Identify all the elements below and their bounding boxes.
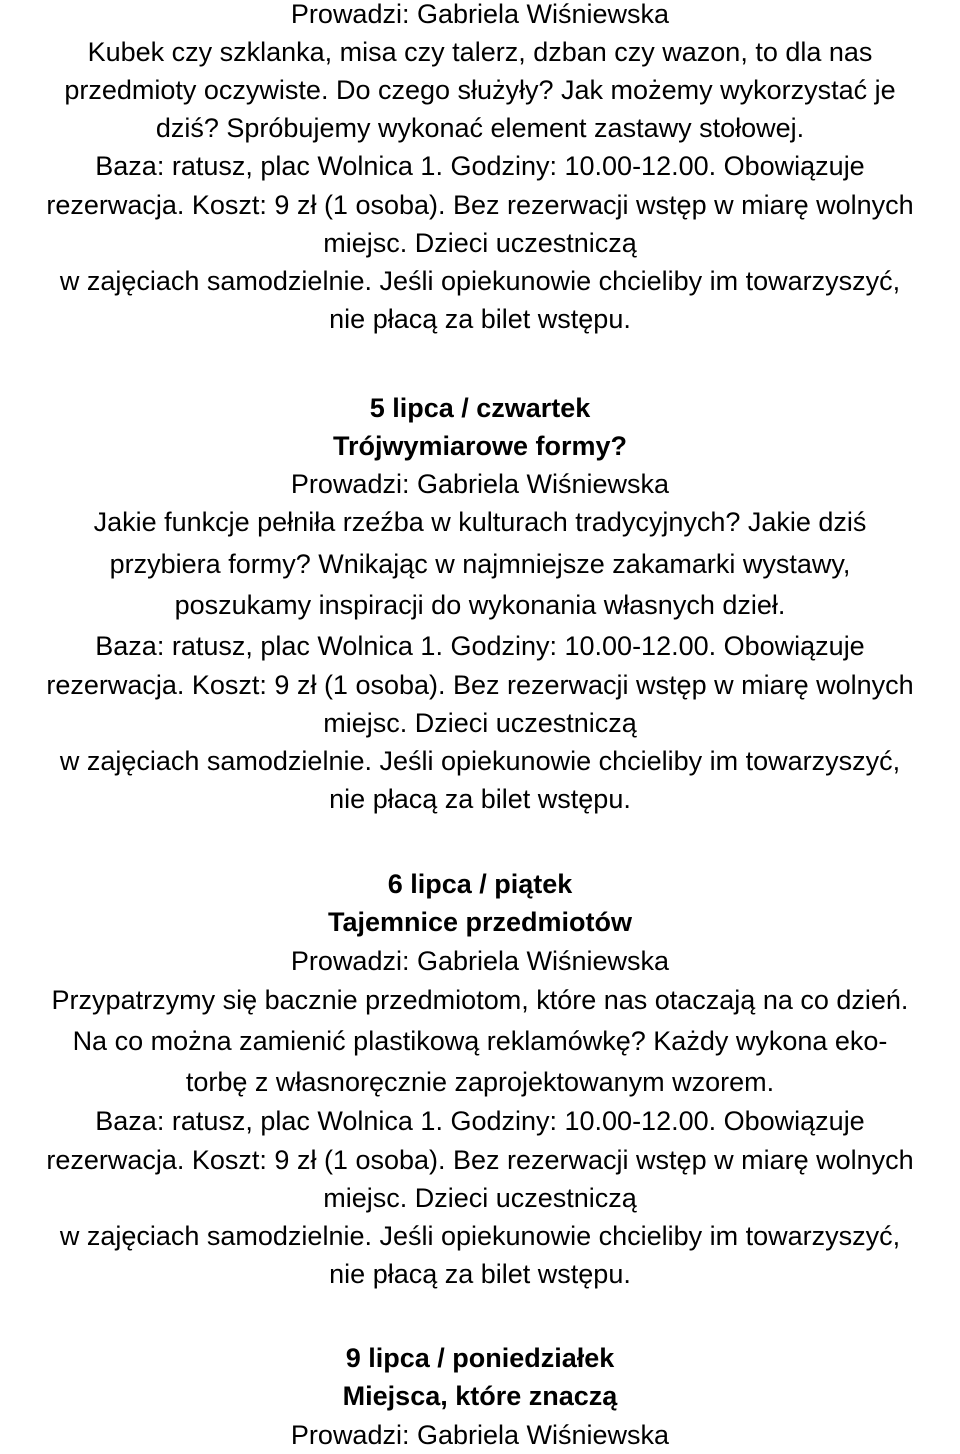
description-line: poszukamy inspiracji do wykonania własnych dzieł. (174, 590, 786, 620)
info-line: Baza: ratusz, plac Wolnica 1. Godziny: 10.00-12.00. Obowiązuje (95, 1106, 865, 1136)
event-date-heading: 6 lipca / piątek (387, 869, 573, 899)
info-line: Baza: ratusz, plac Wolnica 1. Godziny: 10.00-12.00. Obowiązuje (95, 631, 865, 661)
event-title-heading: Trójwymiarowe formy? (332, 431, 628, 461)
instructor-line: Prowadzi: Gabriela Wiśniewska (290, 0, 670, 29)
info-line: miejsc. Dzieci uczestniczą (323, 708, 637, 738)
description-line: Kubek czy szklanka, misa czy talerz, dzban czy wazon, to dla nas (87, 37, 873, 67)
info-line: nie płacą za bilet wstępu. (329, 784, 631, 814)
instructor-line: Prowadzi: Gabriela Wiśniewska (290, 1420, 670, 1450)
info-line: nie płacą za bilet wstępu. (329, 1259, 631, 1289)
info-line: rezerwacja. Koszt: 9 zł (1 osoba). Bez rezerwacji wstęp w miarę wolnych (46, 670, 914, 700)
info-line: miejsc. Dzieci uczestniczą (323, 1183, 637, 1213)
event-date-heading: 5 lipca / czwartek (369, 393, 591, 423)
description-line: Na co można zamienić plastikową reklamówkę? Każdy wykona eko- (72, 1026, 888, 1056)
info-line: rezerwacja. Koszt: 9 zł (1 osoba). Bez rezerwacji wstęp w miarę wolnych (46, 1145, 914, 1175)
description-line: przybiera formy? Wnikając w najmniejsze zakamarki wystawy, (109, 549, 851, 579)
description-line: Przypatrzymy się bacznie przedmiotom, które nas otaczają na co dzień. (51, 985, 909, 1015)
description-line: Jakie funkcje pełniła rzeźba w kulturach tradycyjnych? Jakie dziś (93, 507, 867, 537)
info-line: w zajęciach samodzielnie. Jeśli opiekunowie chcieliby im towarzyszyć, (59, 266, 901, 296)
info-line: miejsc. Dzieci uczestniczą (323, 228, 637, 258)
instructor-line: Prowadzi: Gabriela Wiśniewska (290, 469, 670, 499)
event-date-heading: 9 lipca / poniedziałek (345, 1343, 615, 1373)
description-line: przedmioty oczywiste. Do czego służyły? Jak możemy wykorzystać je (64, 75, 896, 105)
info-line: w zajęciach samodzielnie. Jeśli opiekunowie chcieliby im towarzyszyć, (59, 746, 901, 776)
event-title-heading: Miejsca, które znaczą (342, 1381, 618, 1411)
event-title-heading: Tajemnice przedmiotów (327, 907, 633, 937)
info-line: w zajęciach samodzielnie. Jeśli opiekunowie chcieliby im towarzyszyć, (59, 1221, 901, 1251)
instructor-line: Prowadzi: Gabriela Wiśniewska (290, 946, 670, 976)
description-line: torbę z własnoręcznie zaprojektowanym wzorem. (185, 1067, 775, 1097)
info-line: rezerwacja. Koszt: 9 zł (1 osoba). Bez rezerwacji wstęp w miarę wolnych (46, 190, 914, 220)
info-line: Baza: ratusz, plac Wolnica 1. Godziny: 10.00-12.00. Obowiązuje (95, 151, 865, 181)
info-line: nie płacą za bilet wstępu. (329, 304, 631, 334)
description-line: dziś? Spróbujemy wykonać element zastawy stołowej. (155, 113, 805, 143)
